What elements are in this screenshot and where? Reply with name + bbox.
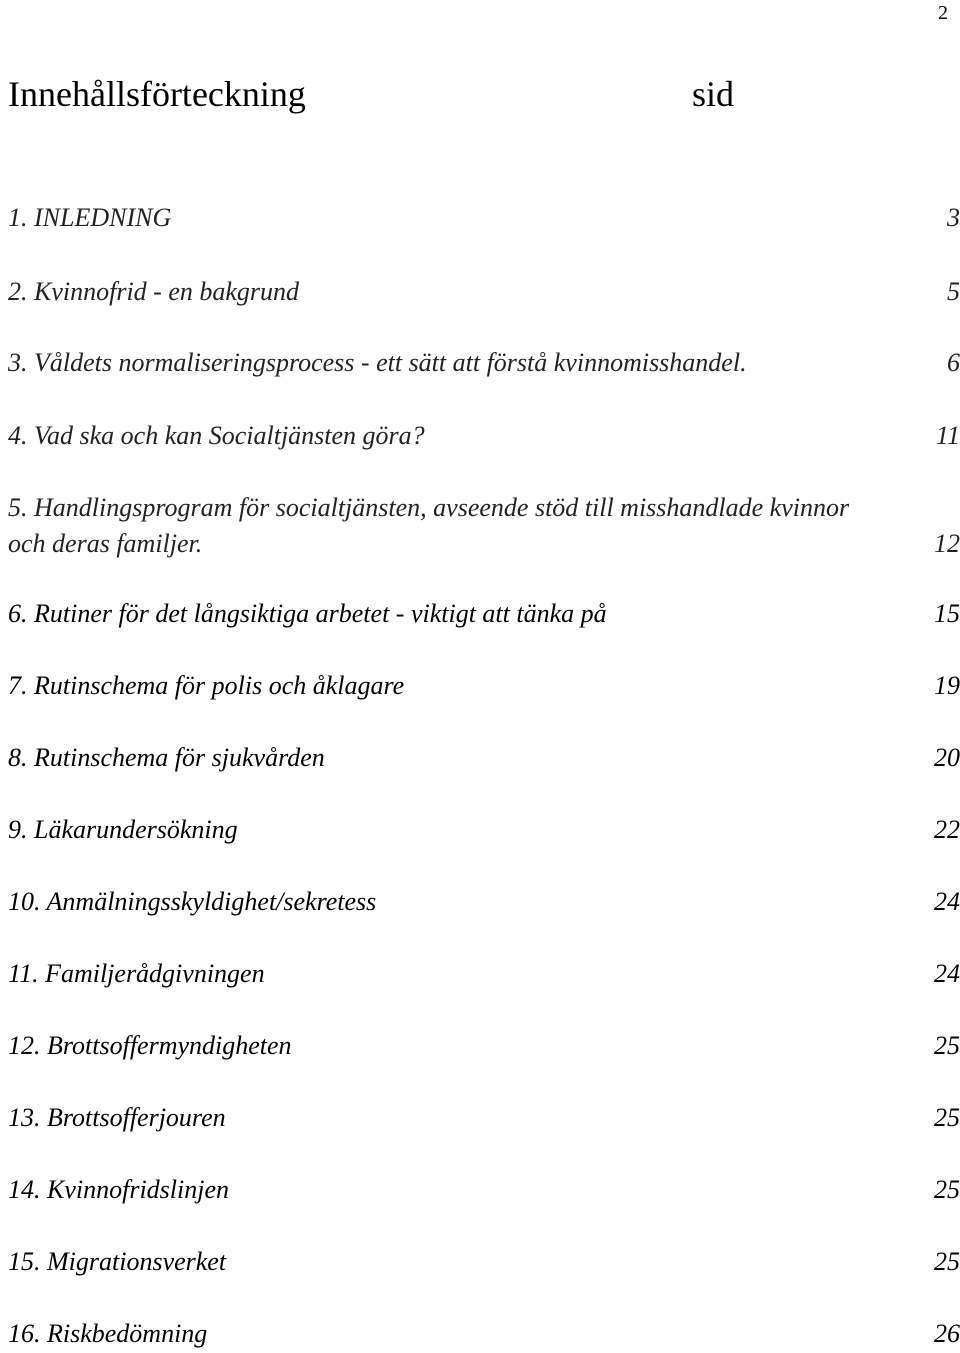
toc-entry-title: 4. Vad ska och kan Socialtjänsten göra? [8,421,425,450]
toc-entry-page: 25 [934,1175,960,1204]
toc-entry-page: 24 [934,959,960,988]
toc-entry-title: 7. Rutinschema för polis och åklagare [8,671,405,700]
toc-entry-title: 2. Kvinnofrid - en bakgrund [8,277,300,306]
toc-entry-title: 14. Kvinnofridslinjen [8,1175,229,1204]
toc-entry-title: 5. Handlingsprogram för socialtjänsten, avseende stöd till misshandlade kvinnor och deras familjer. [8,493,850,558]
toc-entry-page: 25 [934,1247,960,1276]
toc-entry-page: 25 [934,1103,960,1132]
toc-entry-title: 11. Familjerådgivningen [8,959,265,988]
toc-entry-title: 1. INLEDNING [8,203,172,232]
toc-entry-page: 12 [934,529,960,558]
toc-entry-title: 15. Migrationsverket [8,1247,227,1276]
toc-entry-title: 6. Rutiner för det långsiktiga arbetet - viktigt att tänka på [8,599,607,628]
toc-entry-page: 6 [947,348,960,377]
toc-entry-title: 13. Brottsofferjouren [8,1103,226,1132]
toc-entry-page: 26 [934,1319,960,1348]
toc-entry-title: 10. Anmälningsskyldighet/sekretess [8,887,377,916]
toc-entry-page: 19 [934,671,960,700]
toc-entry-page: 25 [934,1031,960,1060]
toc-entry-title: 16. Riskbedömning [8,1319,208,1348]
toc-entry-page: 15 [934,599,960,628]
toc-entry-page: 20 [934,743,960,772]
toc-entry-page: 24 [934,887,960,916]
toc-entry-title: 9. Läkarundersökning [8,815,238,844]
toc-entry-page: 11 [935,421,960,450]
toc-entry-title: 3. Våldets normaliseringsprocess - ett sätt att förstå kvinnomisshandel. [8,348,747,377]
toc-entry-page: 5 [947,277,960,306]
page-column-header: sid [692,74,735,114]
toc-entry-page: 3 [947,203,960,232]
toc-entry-title: 8. Rutinschema för sjukvården [8,743,325,772]
toc-entry-page: 22 [934,815,960,844]
toc-title: Innehållsförteckning [8,74,306,114]
page-number: 2 [938,2,948,24]
toc-entry-title: 12. Brottsoffermyndigheten [8,1031,292,1060]
